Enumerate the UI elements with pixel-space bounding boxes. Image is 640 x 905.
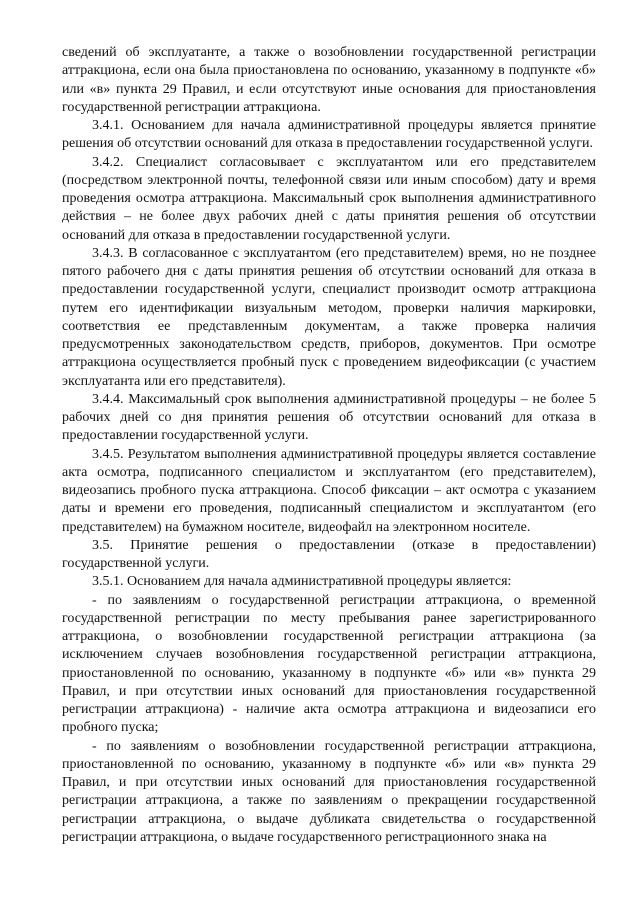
- section-heading-3-5: 3.5. Принятие решения о предоставлении (отказе в предоставлении) государственной услуги.: [62, 537, 596, 571]
- paragraph-3-4-5: 3.4.5. Результатом выполнения административной процедуры является составление акта осмотра, подписанного специалистом и эксплуатантом (его представителем), видеозапись пробного пуска аттракциона. Способ фиксации – акт осмотра с указанием даты и времени его проведения, подписанный специалистом и эксплуатантом (его представителем) на бумажном носителе, видеофайл на электронном носителе.: [62, 446, 596, 535]
- paragraph-continuation: сведений об эксплуатанте, а также о возобновлении государственной регистрации аттракциона, если она была приостановлена по основанию, указанному в подпункте «б» или «в» пункта 29 Правил, и если отсутствуют иные основания для приостановления государственной регистрации аттракциона.: [62, 45, 596, 115]
- paragraph-3-4-1: 3.4.1. Основанием для начала административной процедуры является принятие решения об отсутствии оснований для отказа в предоставлении государственной услуги.: [62, 118, 596, 152]
- document-page: [62, 44, 596, 847]
- list-item-basis-1: - по заявлениям о государственной регистрации аттракциона, о временной государственной регистрации по месту пребывания ранее зарегистрированного аттракциона, о возобновлении государственной регистрации аттракциона (за исключением случаев возобновления государственной регистрации аттракциона, приостановленной по основанию, указанному в подпункте «б» или «в» пункта 29 Правил, и при отсутствии иных оснований для приостановления государственной регистрации аттракциона) - наличие акта осмотра аттракциона и видеозаписи его пробного пуска;: [62, 592, 596, 736]
- list-item-basis-2: - по заявлениям о возобновлении государственной регистрации аттракциона, приостановленной по основанию, указанному в подпункте «б» или «в» пункта 29 Правил, и при отсутствии иных оснований для приостановления государственной регистрации аттракциона, а также по заявлениям о прекращении государственной регистрации аттракциона, о выдаче дубликата свидетельства о государственной регистрации аттракциона, о выдаче государственного регистрационного знака на: [62, 738, 596, 845]
- paragraph-3-4-2: 3.4.2. Специалист согласовывает с эксплуатантом или его представителем (посредством электронной почты, телефонной связи или иным способом) дату и время проведения осмотра аттракциона. Максимальный срок выполнения административного действия – не более двух рабочих дней с даты принятия решения об отсутствии оснований для отказа в предоставлении государственной услуги.: [62, 154, 596, 243]
- paragraph-3-4-3: 3.4.3. В согласованное с эксплуатантом (его представителем) время, но не позднее пятого рабочего дня с даты принятия решения об отсутствии оснований для отказа в предоставлении государственной услуги, специалист производит осмотр аттракциона путем его идентификации визуальным методом, проверки наличия маркировки, соответствия ее представленным документам, а также проверка наличия предусмотренных законодательством средств, приборов, документов. При осмотре аттракциона осуществляется пробный пуск с проведением видеофиксации (с участием эксплуатанта или его представителя).: [62, 245, 596, 389]
- paragraph-3-5-1: 3.5.1. Основанием для начала административной процедуры является:: [92, 574, 512, 590]
- paragraph-3-4-4: 3.4.4. Максимальный срок выполнения административной процедуры – не более 5 рабочих дней со дня принятия решения об отсутствии оснований для отказа в предоставлении государственной услуги.: [62, 391, 596, 444]
